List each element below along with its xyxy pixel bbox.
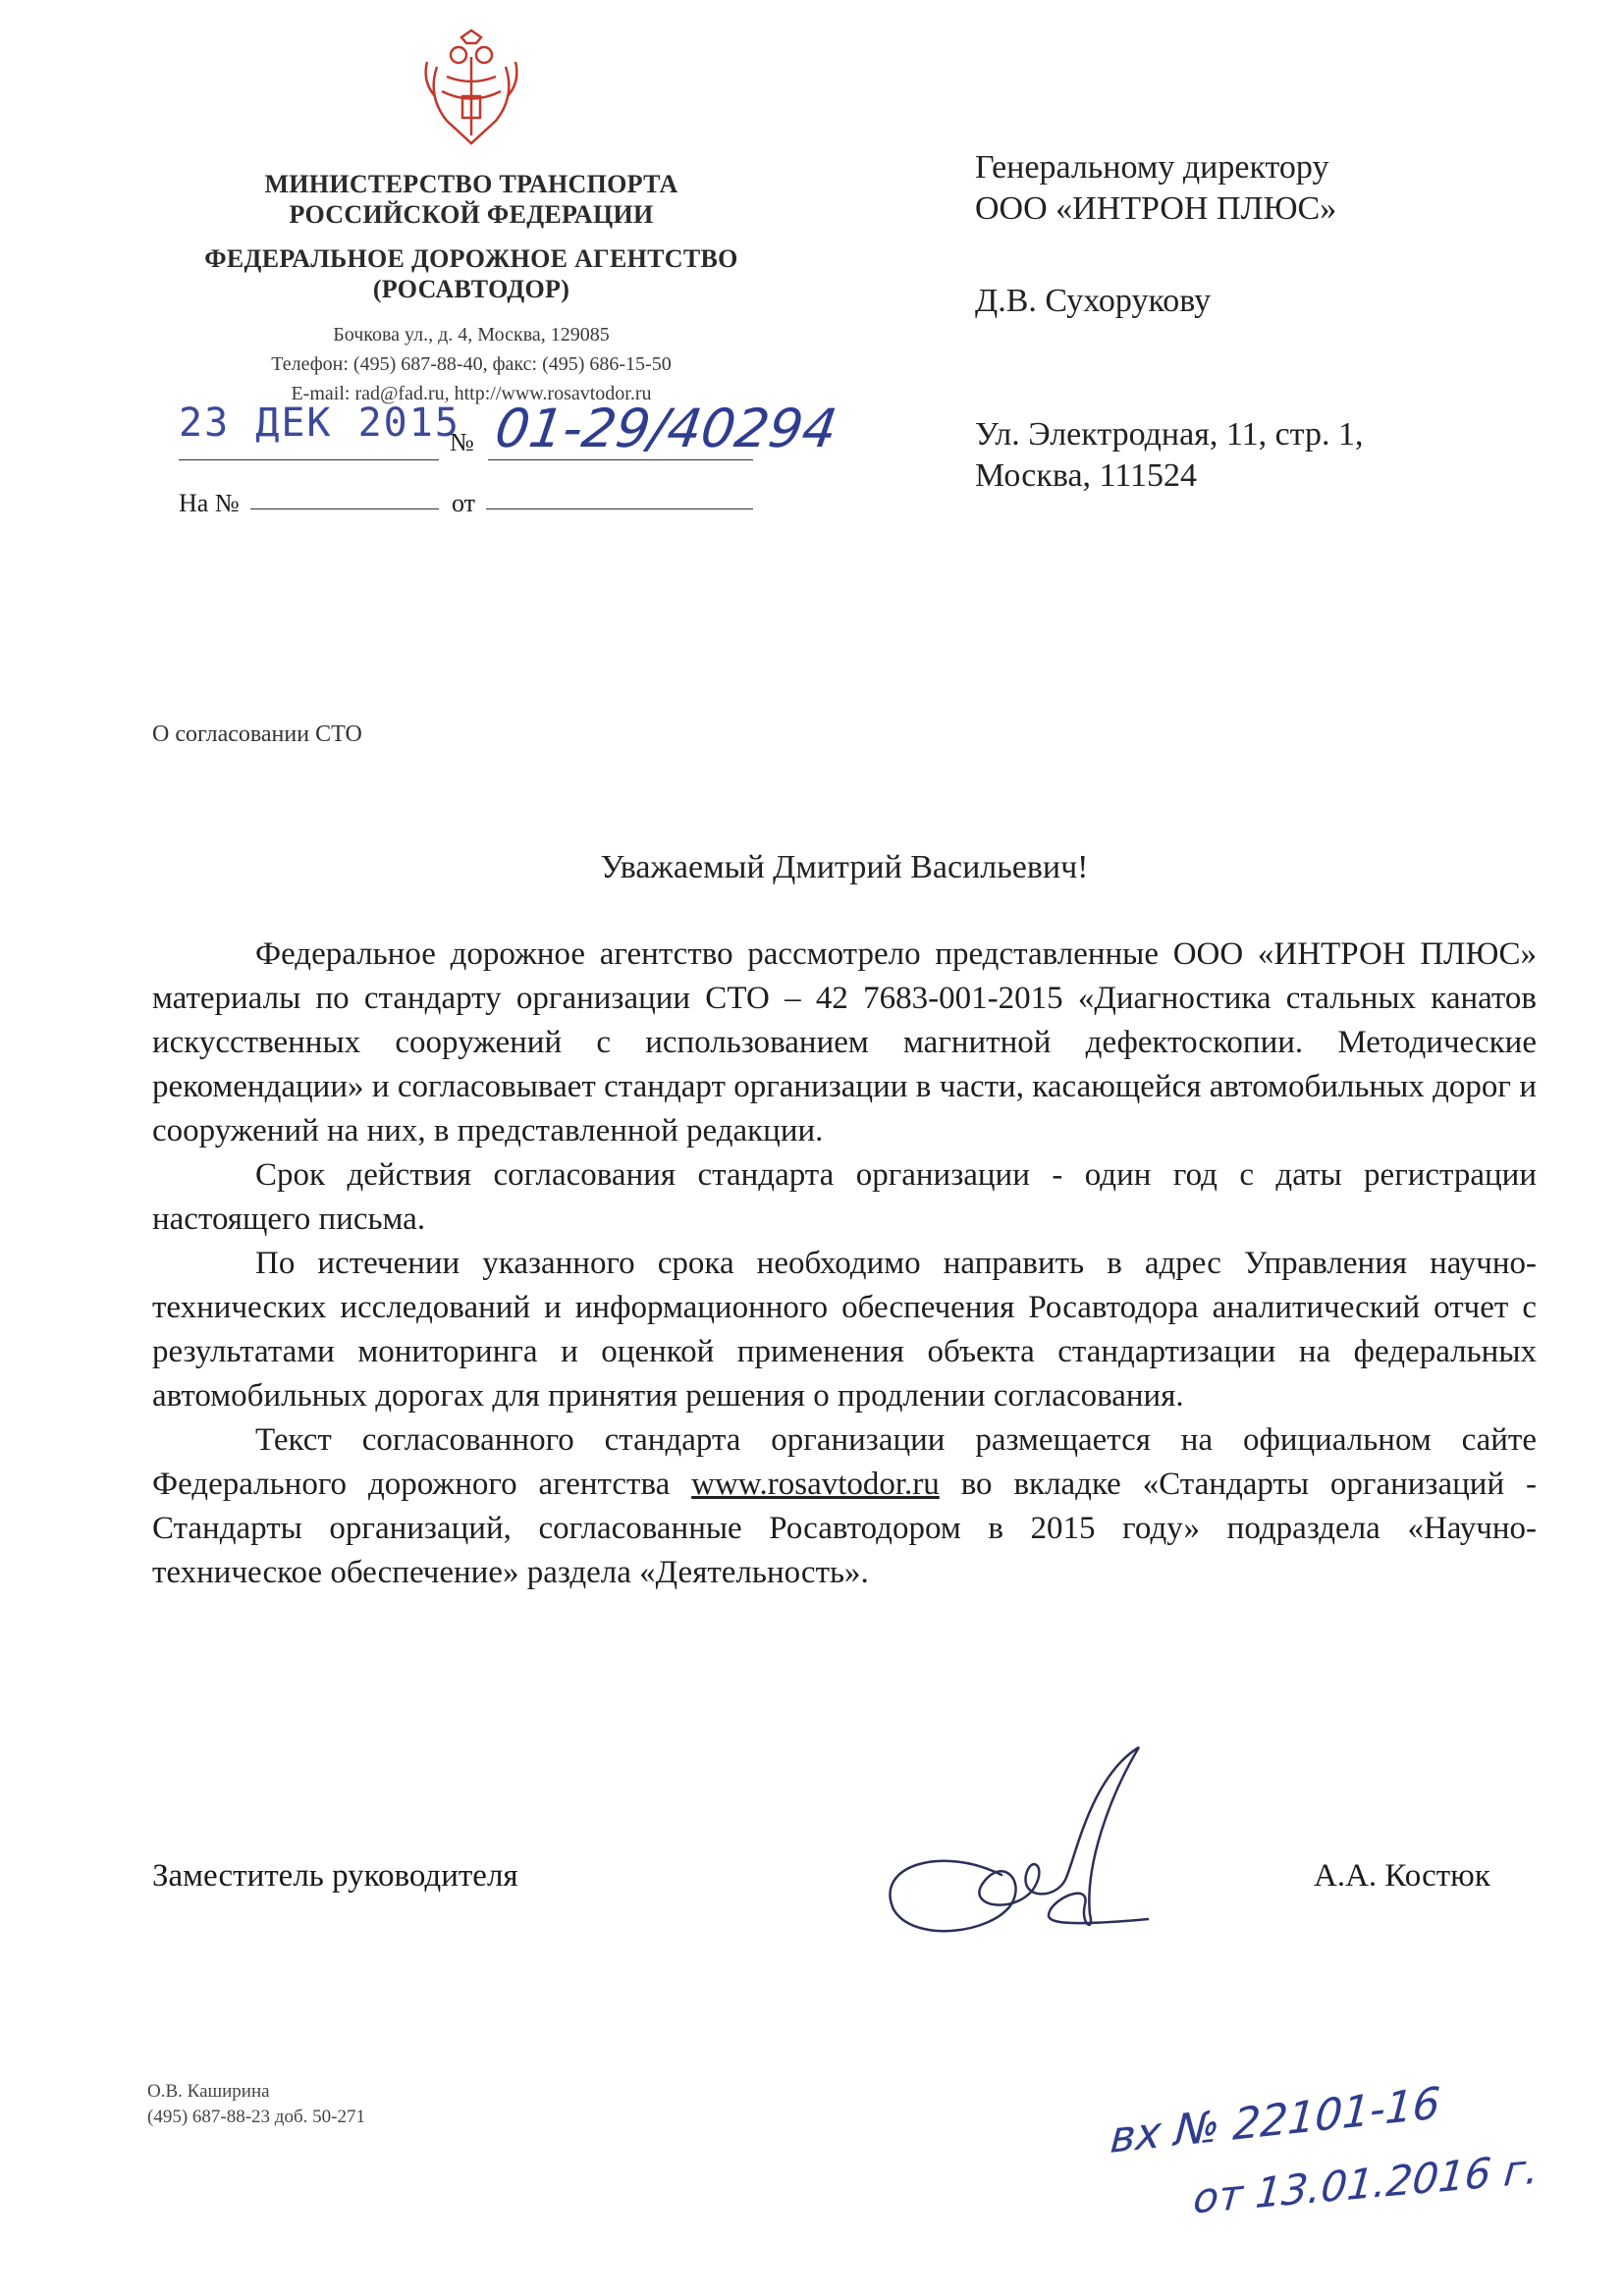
coat-of-arms-emblem [417, 27, 525, 150]
agency-contacts [147, 320, 795, 408]
number-label: № [450, 428, 474, 456]
p4-text-before: Текст согласованного стандарта организации размещается на официальном сайте Федерального дорожного агентства [152, 1422, 1537, 1502]
from-underline [486, 508, 753, 509]
executor-info [147, 2079, 365, 2130]
addressee-name: Д.В. Сухорукову [975, 283, 1212, 319]
date-underline [179, 459, 439, 460]
from-label: от [452, 489, 476, 517]
addressee-company: ООО «ИНТРОН ПЛЮС» [975, 190, 1337, 227]
body-paragraph-2: Срок действия согласования стандарта организации - один год с даты регистрации настоящего письма. [152, 1157, 1537, 1237]
rosavtodor-website-link[interactable]: www.rosavtodor.ru [691, 1467, 940, 1502]
number-underline [488, 459, 753, 460]
ministry-name [147, 169, 795, 230]
agency-phone: Телефон: (495) 687-88-40, факс: (495) 686-15-50 [271, 353, 672, 375]
body-paragraph-4 [152, 1418, 1537, 1595]
addressee-city: Москва, 111524 [975, 457, 1198, 494]
letter-body [152, 933, 1537, 1595]
ministry-line1: МИНИСТЕРСТВО ТРАНСПОРТА [264, 170, 678, 198]
p4-text-after: во вкладке «Стандарты организаций - Стандарты организаций, согласованные Росавтодором в 2015 году» подраздела «Научно-техническое обеспечение» раздела «Деятельность». [152, 1467, 1537, 1590]
registration-date-stamp: 23 ДЕК 2015 [179, 400, 460, 446]
in-reply-label: На № [179, 489, 240, 517]
addressee-block [975, 147, 1336, 230]
signatory-role: Заместитель руководителя [152, 1858, 518, 1894]
incoming-registration-line1: вх № 22101-16 [1109, 2078, 1442, 2163]
letter-subject: О согласовании СТО [152, 721, 362, 747]
addressee-title: Генеральному директору [975, 149, 1329, 186]
incoming-registration-line2: от 13.01.2016 г. [1191, 2144, 1542, 2223]
body-paragraph-3: По истечении указанного срока необходимо направить в адрес Управления научно-технических исследований и информационного обеспечения Росавтодора аналитический отчет с результатами мониторинга и оценкой применения объекта стандартизации на федеральных автомобильных дорогах для принятия решения о продлении согласования. [152, 1246, 1537, 1414]
ministry-line2: РОССИЙСКОЙ ФЕДЕРАЦИИ [289, 200, 654, 229]
executor-phone: (495) 687-88-23 доб. 50-271 [147, 2107, 365, 2127]
body-paragraph-1: Федеральное дорожное агентство рассмотрело представленные ООО «ИНТРОН ПЛЮС» материалы по стандарту организации СТО – 42 7683-001-2015 «Диагностика стальных канатов искусственных сооружений с использованием магнитной дефектоскопии. Методические рекомендации» и согласовывает стандарт организации в части, касающейся автомобильных дорог и сооружений на них, в представленной редакции. [152, 936, 1537, 1148]
executor-name: О.В. Каширина [147, 2081, 270, 2102]
signatory-name: А.А. Костюк [1314, 1858, 1490, 1894]
agency-name [147, 243, 795, 304]
in-reply-underline [250, 508, 439, 509]
agency-address: Бочкова ул., д. 4, Москва, 129085 [333, 324, 610, 346]
agency-email: E-mail: rad@fad.ru, http://www.rosavtodor.ru [291, 383, 652, 404]
addressee-street: Ул. Электродная, 11, стр. 1, [975, 416, 1364, 453]
agency-line2: (РОСАВТОДОР) [372, 275, 570, 303]
agency-line1: ФЕДЕРАЛЬНОЕ ДОРОЖНОЕ АГЕНТСТВО [204, 244, 738, 273]
handwritten-signature [854, 1737, 1149, 1953]
registration-number: 01-29/40294 [491, 398, 841, 459]
addressee-address [975, 414, 1363, 497]
salutation: Уважаемый Дмитрий Васильевич! [600, 849, 1089, 885]
